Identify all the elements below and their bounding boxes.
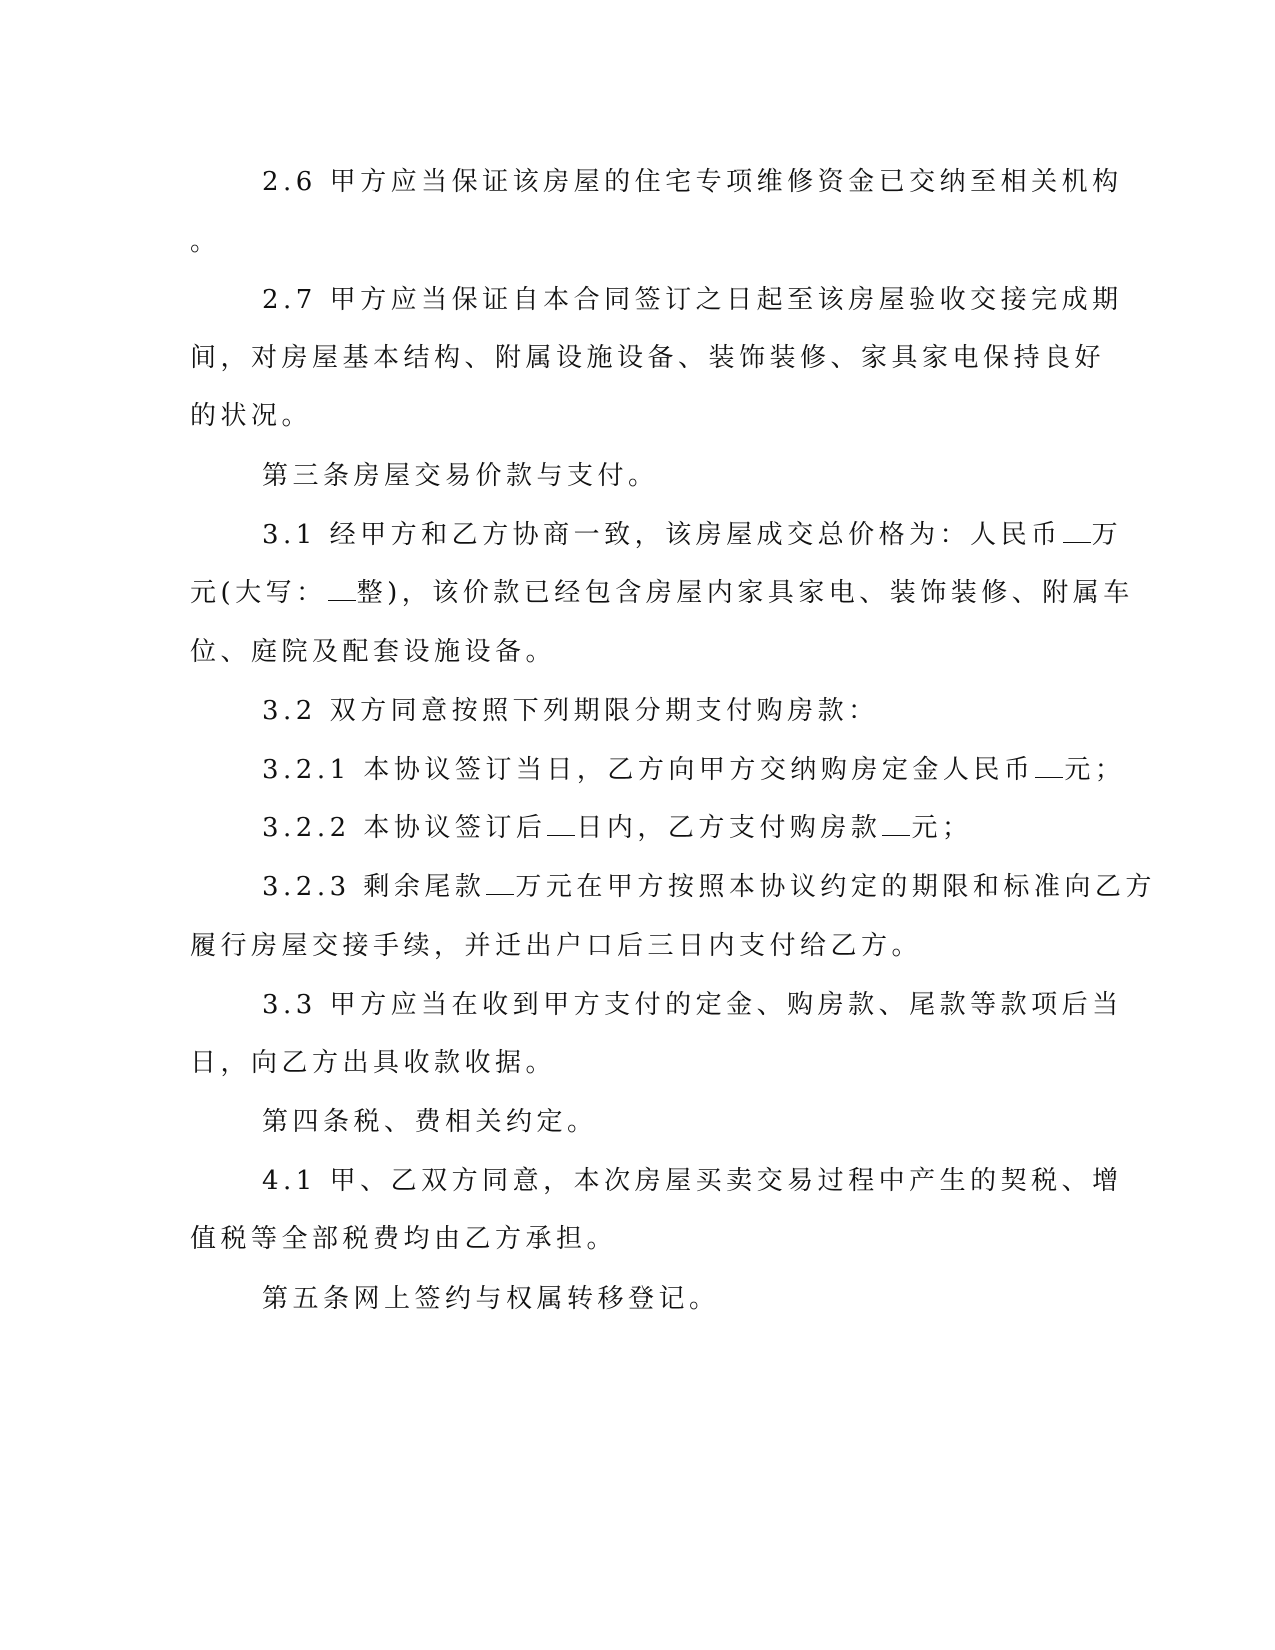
text: 。 — [190, 227, 221, 257]
text: 3.3 甲方应当在收到甲方支付的定金、购房款、尾款等款项后当 — [262, 990, 1123, 1020]
clause-2-7-line-1 — [262, 283, 1123, 317]
text: 3.2.1 本协议签订当日，乙方向甲方交纳购房定金人民币 — [262, 755, 1035, 785]
clause-3-1-line-1 — [262, 518, 1122, 552]
clause-4-1-line-1 — [262, 1164, 1123, 1198]
text: 万元在甲方按照本协议约定的期限和标准向乙方 — [515, 872, 1156, 902]
text: 元(大写： — [190, 578, 327, 608]
text: 元； — [911, 813, 973, 843]
text: 3.2.3 剩余尾款 — [262, 872, 486, 902]
clause-3-2-3-line-1 — [262, 870, 1156, 904]
clause-3-1-line-2 — [190, 576, 1134, 610]
text: 万 — [1091, 520, 1123, 550]
article-4-heading — [262, 1105, 598, 1139]
text: 元； — [1064, 755, 1126, 785]
clause-3-2-3-line-2 — [190, 929, 922, 963]
text: 的状况。 — [190, 401, 313, 431]
clause-2-7-line-3 — [190, 399, 312, 433]
clause-2-6-line-2 — [190, 225, 221, 259]
clause-3-2-2 — [262, 811, 972, 845]
blank-underline — [547, 815, 575, 836]
text: 3.2.2 本协议签订后 — [262, 813, 547, 843]
blank-underline — [882, 815, 910, 836]
clause-2-6-line-1 — [262, 165, 1123, 199]
article-5-heading — [262, 1282, 720, 1316]
text: 位、庭院及配套设施设备。 — [190, 637, 557, 667]
text: 第三条房屋交易价款与支付。 — [262, 461, 659, 491]
blank-underline — [486, 874, 514, 895]
blank-underline — [328, 580, 356, 601]
blank-underline — [1035, 757, 1063, 778]
clause-3-2 — [262, 694, 879, 728]
text: 2.6 甲方应当保证该房屋的住宅专项维修资金已交纳至相关机构 — [262, 167, 1123, 197]
text: 日，向乙方出具收款收据。 — [190, 1048, 557, 1078]
clause-3-3-line-2 — [190, 1046, 556, 1080]
text: 3.2 双方同意按照下列期限分期支付购房款： — [262, 696, 879, 726]
text: 履行房屋交接手续，并迁出户口后三日内支付给乙方。 — [190, 931, 923, 961]
article-3-heading — [262, 459, 659, 493]
text: 3.1 经甲方和乙方协商一致，该房屋成交总价格为：人民币 — [262, 520, 1062, 550]
text: 日内，乙方支付购房款 — [576, 813, 882, 843]
blank-underline — [1063, 522, 1091, 543]
text: 间，对房屋基本结构、附属设施设备、装饰装修、家具家电保持良好 — [190, 343, 1106, 373]
clause-3-1-line-3 — [190, 635, 556, 669]
clause-2-7-line-2 — [190, 341, 1105, 375]
text: 2.7 甲方应当保证自本合同签订之日起至该房屋验收交接完成期 — [262, 285, 1123, 315]
clause-3-3-line-1 — [262, 988, 1123, 1022]
text: 4.1 甲、乙双方同意，本次房屋买卖交易过程中产生的契税、增 — [262, 1166, 1123, 1196]
clause-3-2-1 — [262, 753, 1125, 787]
text: 整)，该价款已经包含房屋内家具家电、装饰装修、附属车 — [356, 578, 1134, 608]
clause-4-1-line-2 — [190, 1222, 617, 1256]
text: 第四条税、费相关约定。 — [262, 1107, 598, 1137]
text: 值税等全部税费均由乙方承担。 — [190, 1224, 618, 1254]
text: 第五条网上签约与权属转移登记。 — [262, 1284, 720, 1314]
